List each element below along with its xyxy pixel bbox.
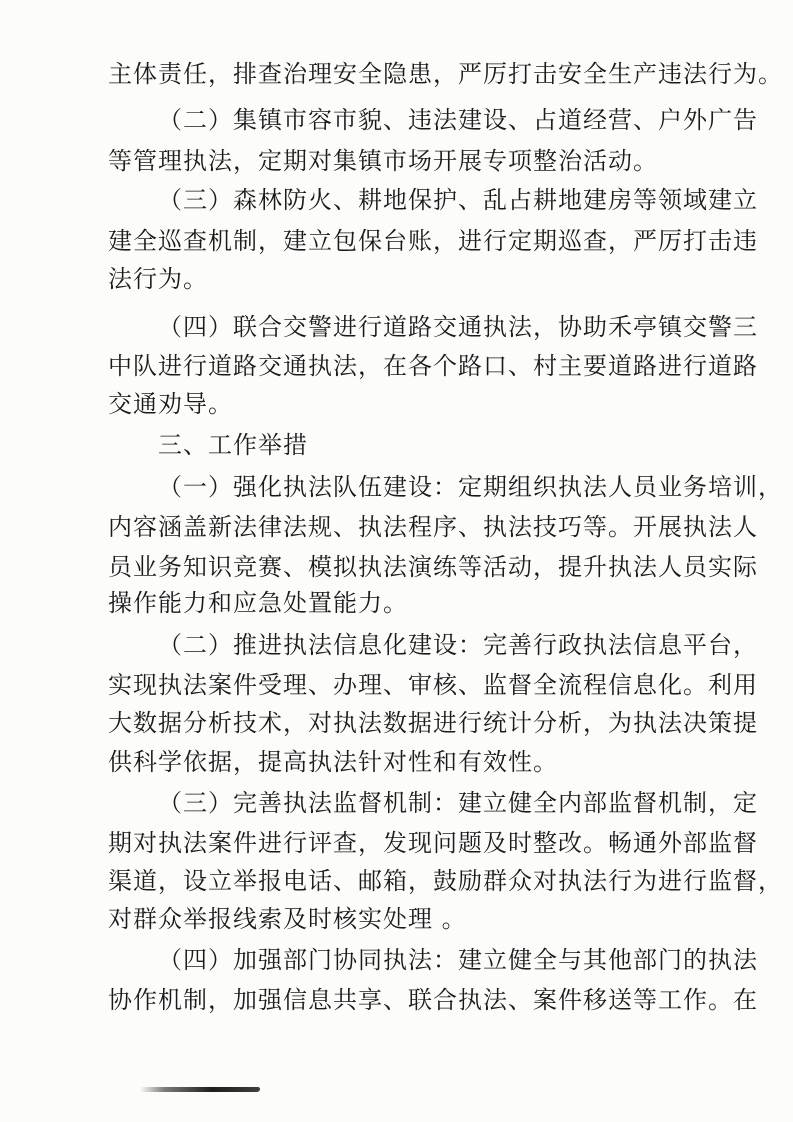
- text-line: 内容涵盖新法律法规、执法程序、执法技巧等。开展执法人: [108, 513, 758, 541]
- text-line: 等管理执法，定期对集镇市场开展专项整治活动。: [108, 147, 658, 175]
- text-line: 交通劝导。: [108, 390, 233, 418]
- text-line: （一）强化执法队伍建设：定期组织执法人员业务培训，: [158, 473, 783, 501]
- text-line: 协作机制，加强信息共享、联合执法、案件移送等工作。在: [108, 986, 758, 1014]
- text-line: 实现执法案件受理、办理、审核、监督全流程信息化。利用: [108, 671, 758, 699]
- text-line: （二）推进执法信息化建设：完善行政执法信息平台，: [158, 631, 758, 659]
- section-heading: 三、工作举措: [158, 431, 308, 459]
- text-line: （四）联合交警进行道路交通执法，协助禾亭镇交警三: [158, 313, 758, 341]
- text-line: 渠道，设立举报电话、邮箱，鼓励群众对执法行为进行监督，: [108, 867, 783, 895]
- text-line: 操作能力和应急处置能力。: [108, 589, 408, 617]
- text-line: （三）完善执法监督机制：建立健全内部监督机制，定: [158, 789, 758, 817]
- text-line: 供科学依据，提高执法针对性和有效性。: [108, 748, 558, 776]
- text-line: 对群众举报线索及时核实处理 。: [108, 905, 467, 933]
- text-line: 建全巡查机制，建立包保台账，进行定期巡查，严厉打击违: [108, 227, 758, 255]
- text-line: （二）集镇市容市貌、违法建设、占道经营、户外广告: [158, 106, 758, 134]
- text-line: 大数据分析技术，对执法数据进行统计分析，为执法决策提: [108, 709, 758, 737]
- scan-artifact: [140, 1087, 261, 1092]
- text-line: 期对执法案件进行评查，发现问题及时整改。畅通外部监督: [108, 829, 758, 857]
- text-line: （三）森林防火、耕地保护、乱占耕地建房等领域建立: [158, 186, 758, 214]
- text-line: （四）加强部门协同执法：建立健全与其他部门的执法: [158, 946, 758, 974]
- text-line: 员业务知识竞赛、模拟执法演练等活动，提升执法人员实际: [108, 553, 758, 581]
- text-line: 法行为。: [108, 265, 208, 293]
- text-line: 主体责任，排查治理安全隐患，严厉打击安全生产违法行为。: [108, 60, 783, 88]
- text-line: 中队进行道路交通执法，在各个路口、村主要道路进行道路: [108, 352, 758, 380]
